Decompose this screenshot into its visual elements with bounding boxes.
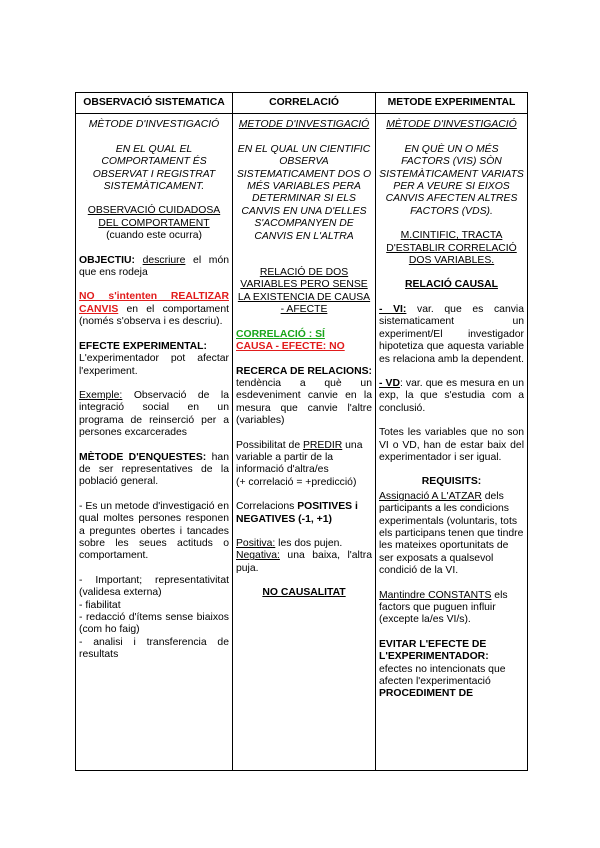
obs-careful (79, 205, 229, 242)
obs-objective-rest: el món que ens rodeja (79, 254, 230, 279)
corr-negative-label: Negativa: (236, 550, 280, 562)
exp-vi (379, 304, 524, 366)
exp-scientific: M.CINTIFIC, TRACTA D'ESTABLIR CORRELACIÓ DOS VARIABLES. (386, 230, 517, 267)
exp-constant (379, 590, 524, 627)
obs-no-changes (79, 291, 229, 328)
header-correlacio: CORRELACIÓ (233, 93, 376, 114)
corr-no-causality: NO CAUSALITAT (262, 587, 346, 599)
obs-survey-label: MÈTODE D'ENQUESTES: (79, 451, 207, 463)
obs-objective-u: descriure (142, 254, 186, 266)
exp-vi-label: - VI: (379, 303, 407, 315)
corr-search (236, 366, 372, 428)
corr-types (236, 501, 372, 526)
obs-point-4: - analisi i transferencia de resultats (79, 636, 229, 661)
corr-predict-note: (+ correlació = +predicció) (236, 476, 357, 488)
exp-method-title: MÈTODE D'INVESTIGACIÓ (386, 119, 517, 131)
exp-vd-text: : var. que es mesura en un exp, la que s'estudia com a conclusió. (379, 377, 524, 414)
obs-careful-text: OBSERVACIÓ CUIDADOSA DEL COMPORTAMENT (87, 205, 221, 229)
obs-careful-note: (cuando este ocurra) (106, 230, 202, 242)
obs-exp-effect-label: EFECTE EXPERIMENTAL: (79, 340, 207, 352)
exp-assign (379, 491, 524, 578)
corr-search-text: tendència a què un esdeveniment canvie en la mesura que canvie l'altre (variables) (236, 377, 372, 427)
obs-definition: EN EL QUAL EL COMPORTAMENT ÉS OBSERVAT I REGISTRAT SISTEMÀTICAMENT. (92, 143, 216, 193)
corr-pos-neg (236, 538, 372, 575)
obs-method-title: MÈTODE D'INVESTIGACIÓ (88, 119, 220, 131)
corr-green-red (236, 329, 372, 354)
obs-survey-desc: - Es un metode d'investigació en qual moltes persones responen a preguntes obertes i tancades sobre les seues actituds o comportament. (79, 500, 229, 562)
col-observacio (76, 114, 233, 771)
header-experimental: METODE EXPERIMENTAL (376, 93, 528, 114)
exp-vd-label: - VD (379, 377, 400, 389)
obs-survey-text: han de ser representatives de la població general. (79, 451, 229, 488)
corr-predict-rest: una variable a partir de la informació d'altra/es (236, 439, 363, 476)
corr-search-label: RECERCA DE RELACIONS: (236, 365, 372, 377)
exp-avoid-label: EVITAR L'EFECTE DE L'EXPERIMENTADOR: (379, 638, 489, 663)
corr-method-title: METODE D'INVESTIGACIÓ (238, 119, 370, 131)
corr-red: CAUSA - EFECTE: NO (236, 341, 345, 353)
obs-example-label: Exemple: (79, 389, 123, 401)
obs-point-1: - Important; representativitat (validesa externa) (79, 574, 229, 599)
obs-exp-effect-text: L'experimentador pot afectar l'experiment. (79, 353, 229, 377)
obs-example (79, 390, 229, 440)
exp-definition: EN QUÈ UN O MÉS FACTORS (VIS) SÒN SISTEMÀTICAMENT VARIATS PER A VEURE SI EIXOS CANVIS AFECTEN ALTRES FACTORS (VDS). (379, 143, 524, 217)
corr-types-pre: Correlacions (236, 501, 298, 513)
obs-no-changes-red: NO s'intenten REALTIZAR CANVIS (79, 291, 229, 315)
corr-relation: RELACIÓ DE DOS VARIABLES PERO SENSE LA EXISTENCIA DE CAUSA - AFECTE (237, 267, 371, 316)
obs-example-text: Observació de la integració social en un programa de reinserció per a persones excarcerades (79, 389, 229, 439)
obs-point-3: - redacció d'ítems sense biaixos (com ho faig) (79, 612, 229, 636)
exp-avoid (379, 639, 524, 689)
exp-constant-label: Mantindre CONSTANTS (379, 589, 492, 601)
corr-positive-text: les dos pujen. (275, 537, 343, 549)
corr-types-bold: POSITIVES i NEGATIVES (236, 501, 358, 525)
obs-point-2: - fiabilitat (79, 599, 121, 611)
exp-causal: RELACIÓ CAUSAL (405, 279, 498, 291)
corr-predict (236, 440, 372, 490)
exp-avoid-text: efectes no intencionats que afecten l'experimentació (379, 663, 506, 688)
exp-requirements: REQUISITS: (421, 476, 482, 488)
obs-objective (79, 255, 229, 280)
obs-objective-label: OBJECTIU: (79, 254, 135, 266)
exp-vd (379, 378, 524, 415)
comparison-table (75, 92, 528, 771)
corr-positive-label: Positiva: (236, 537, 276, 549)
corr-predict-pre: Possibilitat de (236, 439, 303, 451)
corr-green: CORRELACIÓ : SÍ (236, 328, 325, 340)
obs-survey (79, 452, 229, 489)
col-correlacio (233, 114, 376, 771)
corr-negative-text: una baixa, l'altra puja. (236, 550, 372, 574)
exp-constant-text: els factors que puguen influir (excepte la/es VI/s). (379, 589, 508, 626)
content-row (76, 114, 528, 771)
exp-procedure: PROCEDIMENT DE (379, 688, 474, 700)
exp-assign-text: dels participants a les condicions experimentals (voluntaris, tots els participans tenen que tindre les mateixes oportunitats de ser exposats a qualsevol condició de la VI. (379, 490, 524, 577)
obs-exp-effect (79, 341, 229, 378)
header-row (76, 93, 528, 114)
corr-predict-u: PREDIR (303, 439, 343, 451)
corr-definition: EN EL QUAL UN CIENTIFIC OBSERVA SISTEMATICAMENT DOS O MÉS VARIABLES PERA DETERMINAR SI ELS CANVIS EN UNA D'ELLES S'ACOMPANYEN DE CANVIS EN L'ALTRA (236, 143, 372, 242)
exp-assign-label: Assignació A L'ATZAR (379, 490, 482, 502)
page (75, 92, 527, 771)
exp-others: Totes les variables que no son VI o VD, han de estar baix del experimentador i ser igual. (379, 427, 524, 463)
corr-types-range: (-1, +1) (295, 513, 332, 525)
header-observacio: OBSERVACIÓ SISTEMATICA (76, 93, 233, 114)
col-experimental (376, 114, 528, 771)
exp-vi-text: var. que es canvia sistematicament un experiment/El investigador hipotetiza que aquesta variable es relaciona amb la dependent. (379, 303, 525, 365)
obs-no-changes-rest: en el comportament (només s'observa i es descriu). (79, 303, 229, 328)
